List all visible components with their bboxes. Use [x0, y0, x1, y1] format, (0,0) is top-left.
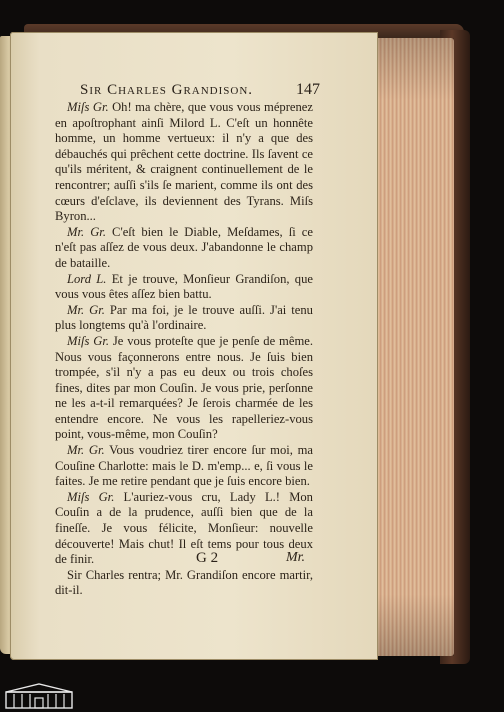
footer-strip	[0, 676, 504, 712]
signature-mark: G 2	[196, 550, 219, 566]
speaker-name: Mr. Gr.	[67, 302, 105, 317]
paragraph	[55, 443, 313, 490]
paragraph-text: Je vous proteſte que je penſe de même. Nous vous façonnerons entre nous. Je ſuis bien trompée, s'il n'y a pas eu deux ou trois choſes fines, dites par mon Couſin. Je vous prie, perſonne ne les a-t-il remarquées? Je ſerois charmée de les entendre encore. Ne vous les rapelleriez-vous point, vous-même, mon Couſin?	[55, 333, 313, 442]
paragraph	[55, 225, 313, 272]
paragraph-text: Et je trouve, Monſieur Grandiſon, que vous vous êtes aſſez bien battu.	[55, 271, 313, 302]
page-number: 147	[296, 81, 320, 98]
catchword: Mr.	[286, 550, 306, 565]
speaker-name: Miſs Gr.	[67, 333, 109, 348]
speaker-name: Lord L.	[67, 271, 107, 286]
paragraph	[55, 334, 313, 443]
running-header: Sir Charles Grandison.	[80, 82, 254, 98]
paragraph	[55, 568, 313, 599]
paragraph-text: Oh! ma chère, que vous vous méprenez en apoſtrophant ainſi Milord L. C'eſt un honnête homme, un homme vertueux: il n'y a que des débauchés qui prêchent cette doctrine. Ils ſavent ce qu'ils méritent, & craignent continuellement de le rencontrer; auſſi s'ils ſe marient, comme ils ont des cœurs d'eſclave, ils deviennent des Tyrans. Miſs Byron...	[55, 100, 313, 224]
paragraph-text: Par ma foi, je le trouve auſſi. J'ai tenu plus longtems qu'à l'ordinaire.	[55, 302, 313, 333]
page-edges	[374, 38, 454, 656]
paragraph-text: C'eſt bien le Diable, Meſdames, ſi ce n'eſt pas aſſez de vous deux. J'abandonne le champ de bataille.	[55, 224, 313, 270]
paragraph-text: Sir Charles rentra; Mr. Grandiſon encore martir, dit-il.	[55, 567, 313, 598]
paragraph	[55, 490, 313, 568]
speaker-name: Miſs Gr.	[67, 100, 109, 114]
speaker-name: Miſs Gr.	[67, 489, 115, 504]
paragraph	[55, 272, 313, 303]
paragraph	[55, 100, 313, 225]
paragraph	[55, 303, 313, 334]
library-building-logo-icon	[4, 682, 74, 710]
speaker-name: Mr. Gr.	[67, 224, 106, 239]
paragraph-text: Vous voudriez tirer encore ſur moi, ma Couſine Charlotte: mais le D. m'emp... e, ſi vous le faites. Je me retire pendant que je ſuis encore bien.	[55, 443, 314, 489]
paragraph-text: L'auriez-vous cru, Lady L.! Mon Couſin a de la prudence, auſſi bien que de la fineſſe. Je vous félicite, Monſieur: nouvelle découverte! Mais chut! Il eſt tems pour tous deux de finir.	[55, 489, 313, 567]
speaker-name: Mr. Gr.	[67, 443, 105, 458]
page-body-text	[55, 100, 313, 599]
